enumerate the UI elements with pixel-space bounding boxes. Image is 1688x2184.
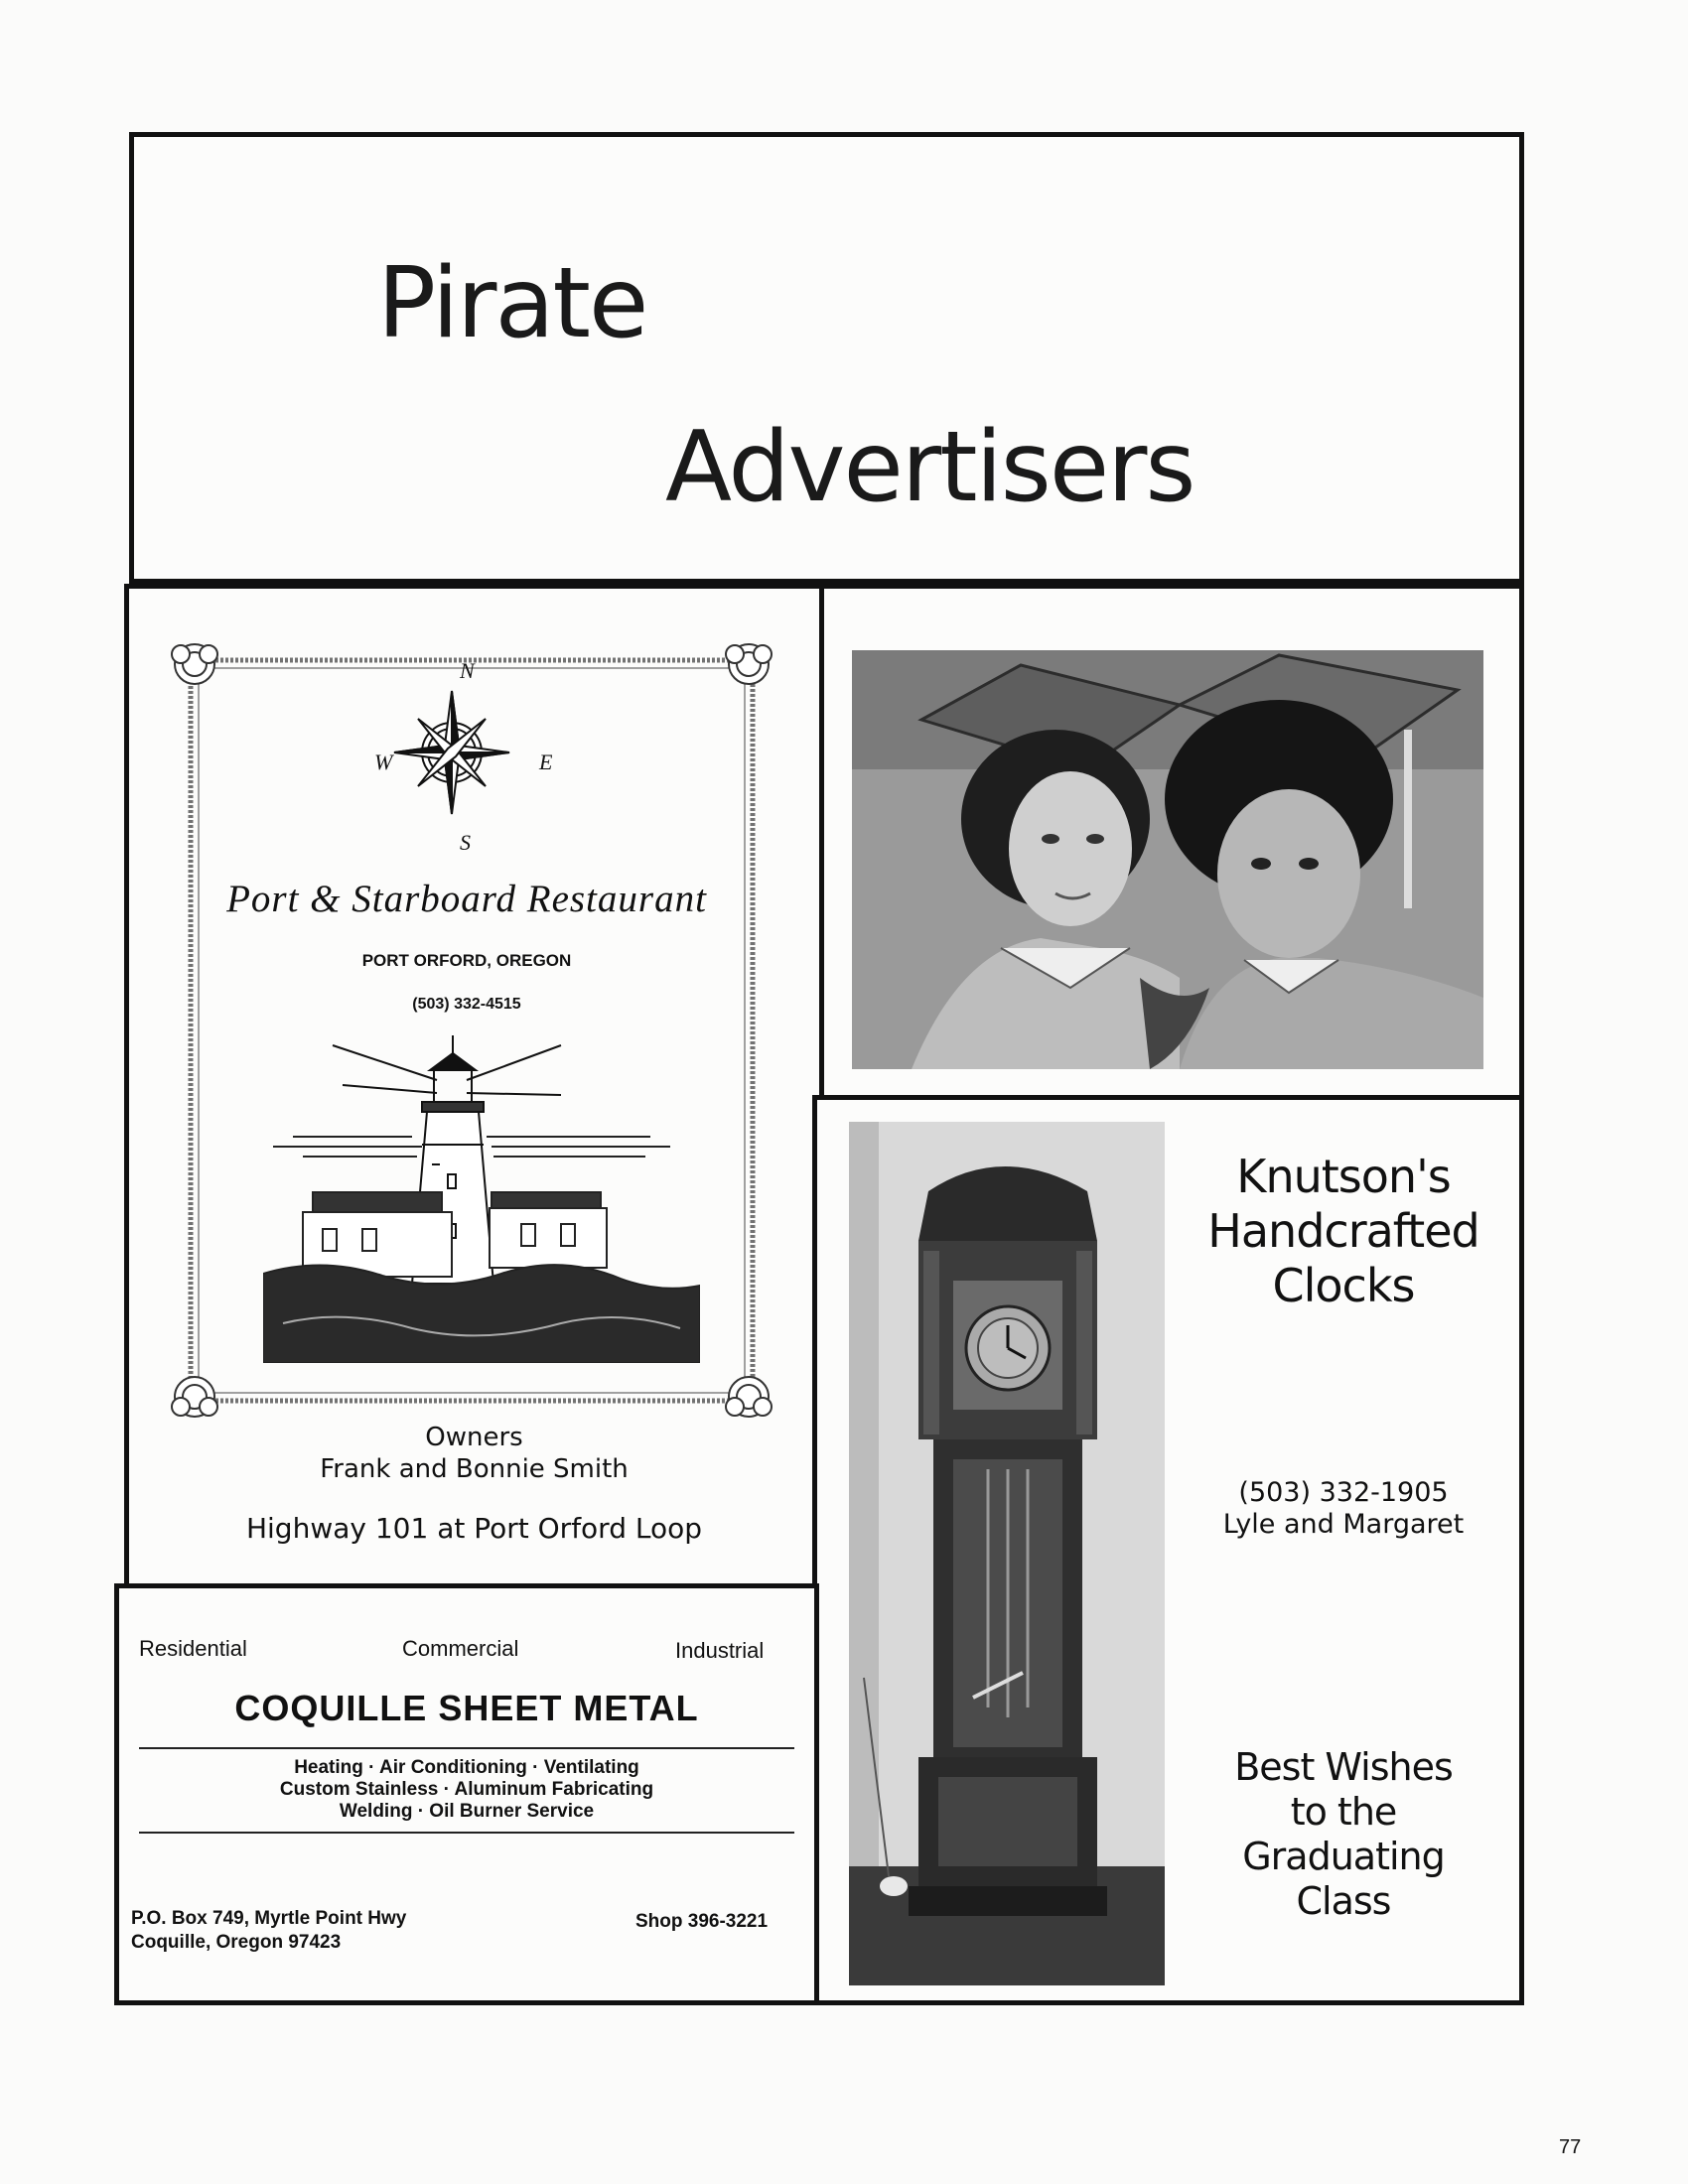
shop-phone: Shop 396-3221 xyxy=(635,1911,769,1932)
header-title-advertisers: Advertisers xyxy=(665,411,1195,524)
divider-bottom xyxy=(139,1832,794,1834)
header-title-pirate: Pirate xyxy=(377,247,647,360)
divider-top xyxy=(139,1747,794,1749)
knutson-title-3: Clocks xyxy=(1272,1259,1415,1312)
wishes-line-3: Graduating xyxy=(1242,1835,1445,1878)
knutson-title-2: Handcrafted xyxy=(1207,1204,1479,1258)
lighthouse-illustration xyxy=(263,1025,700,1363)
restaurant-location: PORT ORFORD, OREGON xyxy=(361,951,572,970)
service-line-1: Heating · Air Conditioning · Ventilating xyxy=(294,1757,639,1778)
wishes-line-1: Best Wishes xyxy=(1234,1745,1453,1789)
grandfather-clock-drawing xyxy=(849,1122,1165,1985)
address-line-2: Coquille, Oregon 97423 xyxy=(131,1932,342,1953)
knutson-clocks-ad xyxy=(812,1095,1524,2005)
restaurant-name: Port & Starboard Restaurant xyxy=(226,878,707,920)
type-commercial: Commercial xyxy=(402,1636,519,1661)
compass-e-label: E xyxy=(539,750,553,774)
service-line-3: Welding · Oil Burner Service xyxy=(339,1801,595,1822)
graduates-photo-box xyxy=(819,584,1524,1100)
owners-label: Owners xyxy=(425,1423,523,1452)
graduates-photo xyxy=(852,650,1483,1069)
knutson-phone: (503) 332-1905 xyxy=(1238,1477,1449,1508)
service-line-2: Custom Stainless · Aluminum Fabricating xyxy=(279,1779,654,1800)
compass-s-label: S xyxy=(460,830,471,855)
restaurant-address: Highway 101 at Port Orford Loop xyxy=(245,1512,703,1545)
knutson-owners: Lyle and Margaret xyxy=(1222,1509,1465,1540)
grandfather-clock-photo xyxy=(849,1122,1165,1985)
restaurant-phone: (503) 332-4515 xyxy=(412,996,521,1013)
owners-names: Frank and Bonnie Smith xyxy=(320,1454,629,1484)
graduates-photo-drawing xyxy=(852,650,1483,1069)
header-box xyxy=(129,132,1524,584)
coquille-sheet-metal-ad xyxy=(114,1583,819,2005)
wishes-line-4: Class xyxy=(1296,1879,1391,1923)
compass-rose-icon xyxy=(352,663,551,832)
type-industrial: Industrial xyxy=(675,1638,765,1663)
wishes-line-2: to the xyxy=(1290,1790,1397,1834)
type-residential: Residential xyxy=(139,1636,247,1661)
company-name: COQUILLE SHEET METAL xyxy=(234,1688,699,1728)
compass-w-label: W xyxy=(374,750,393,774)
address-line-1: P.O. Box 749, Myrtle Point Hwy xyxy=(131,1908,407,1929)
knutson-title-1: Knutson's xyxy=(1236,1150,1451,1203)
port-starboard-ad xyxy=(124,584,824,1588)
compass-n-label: N xyxy=(460,658,475,683)
page-number: 77 xyxy=(1559,2136,1582,2158)
